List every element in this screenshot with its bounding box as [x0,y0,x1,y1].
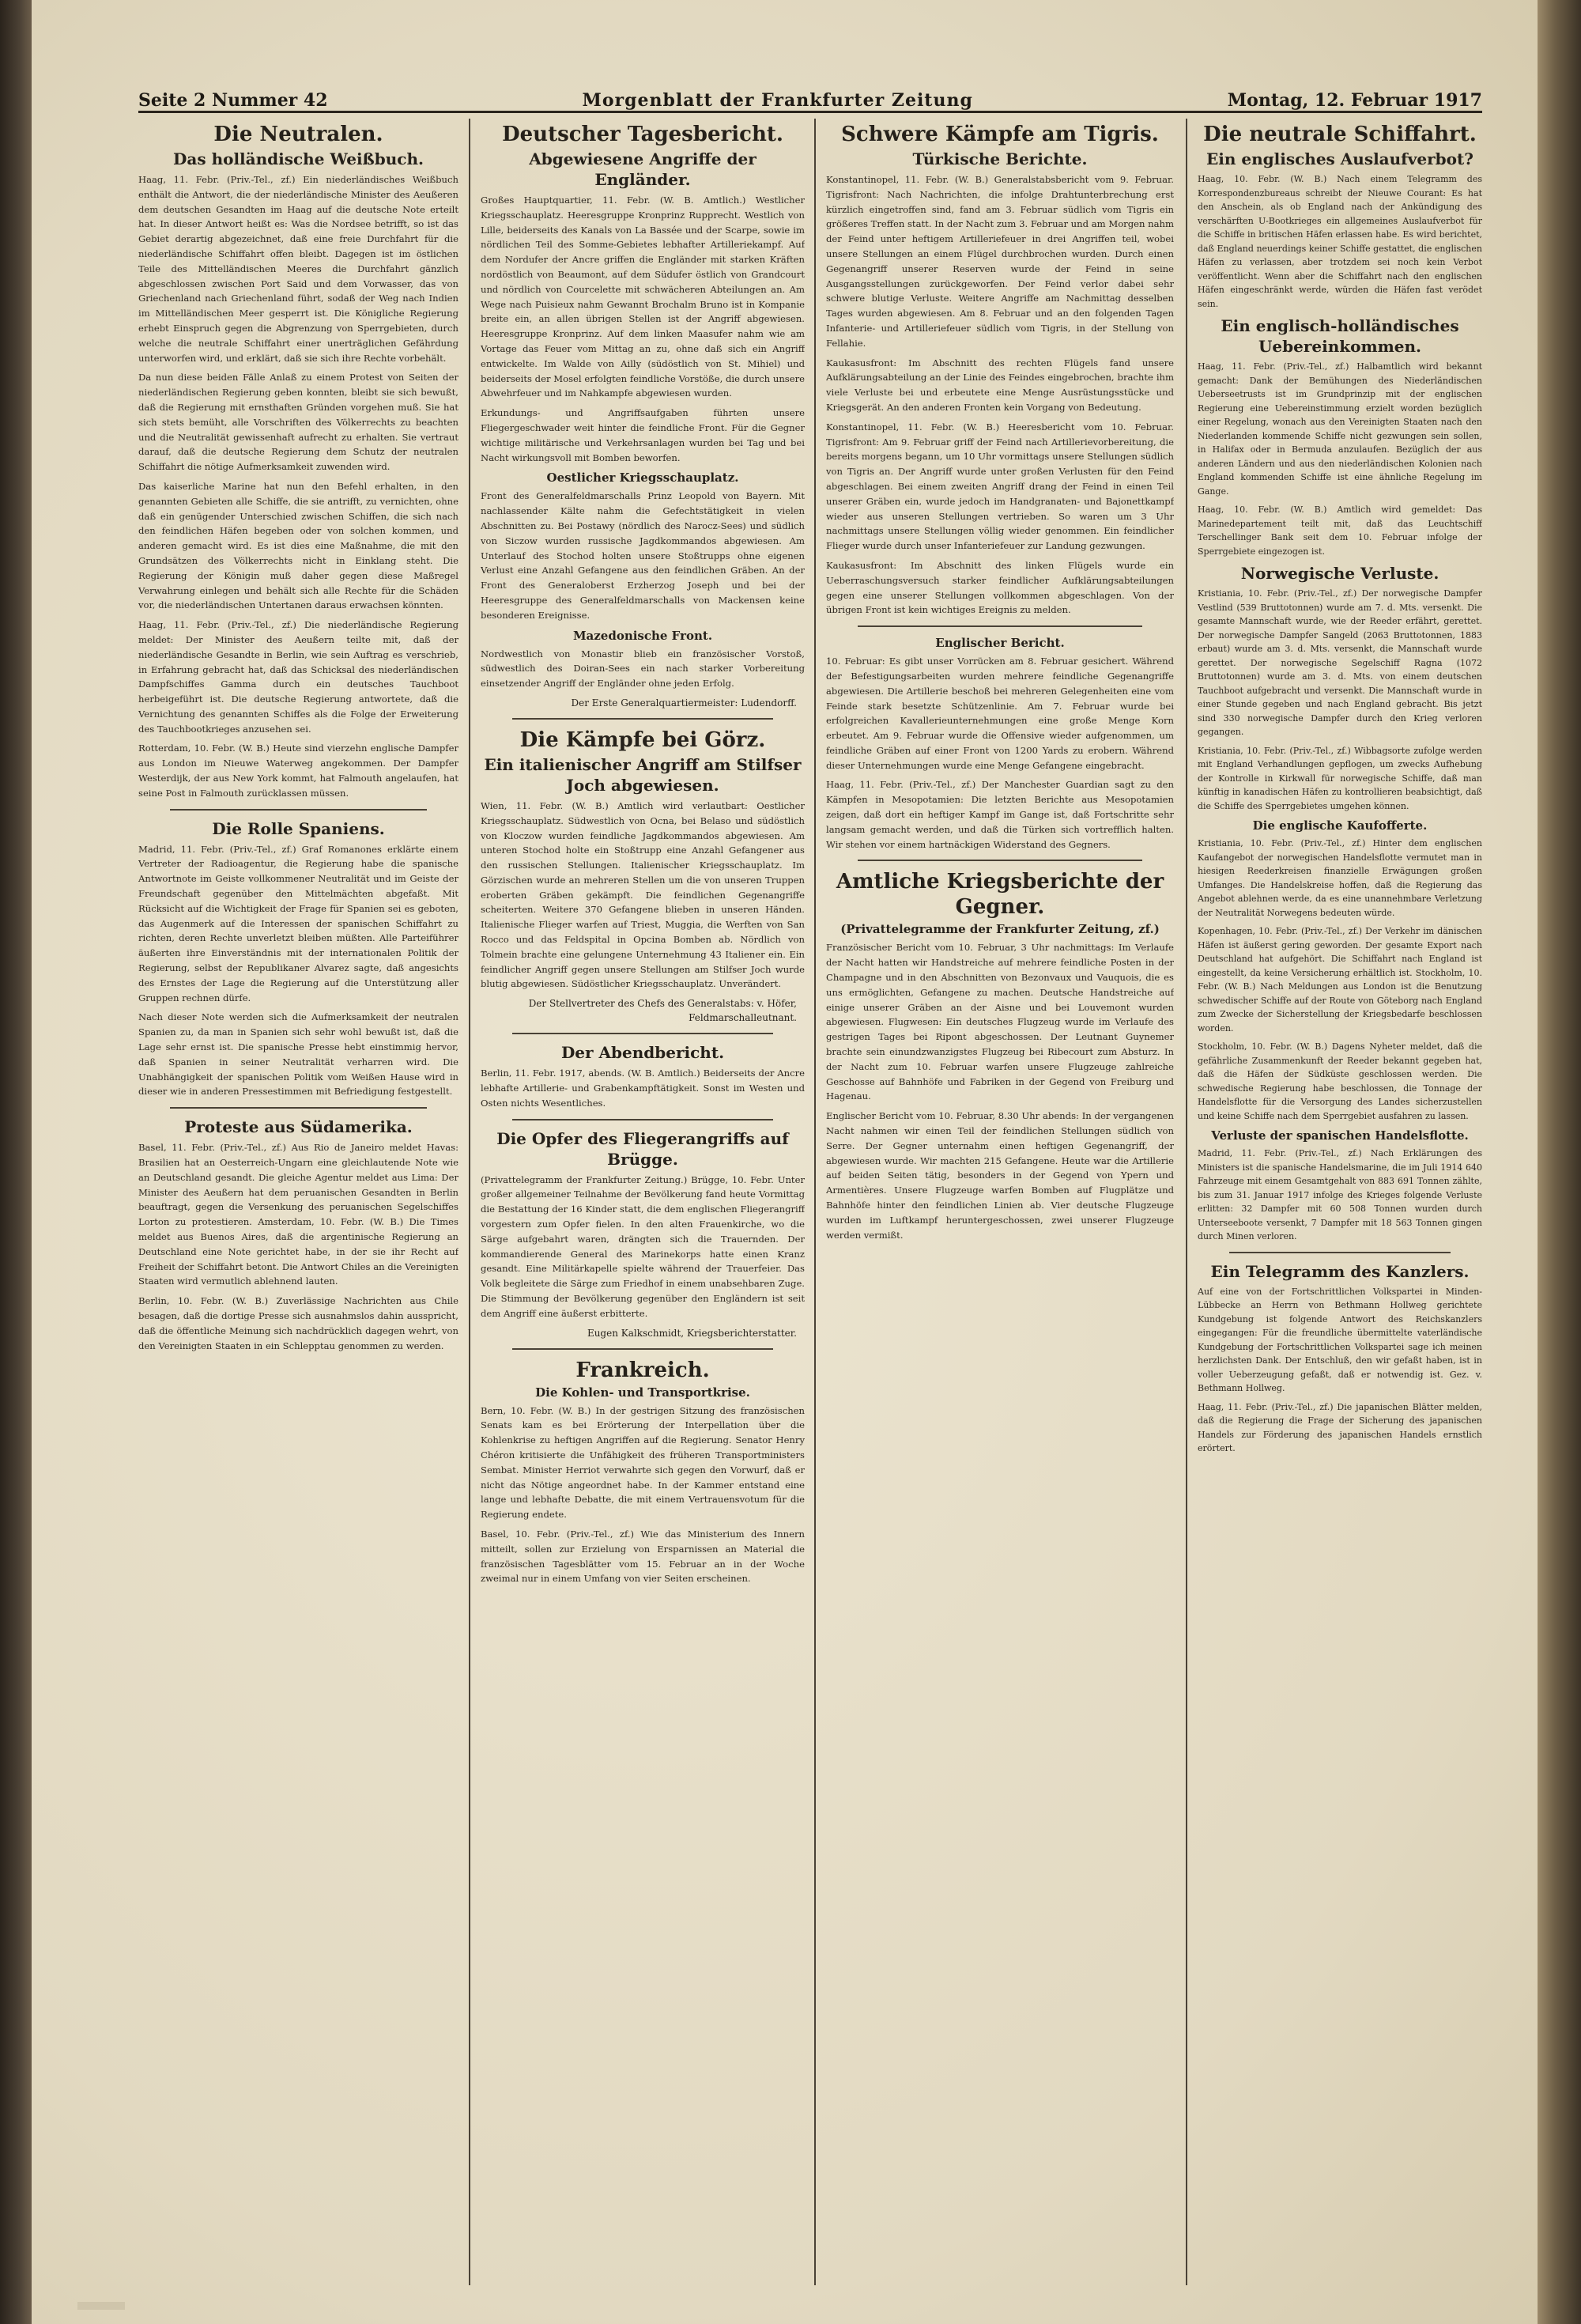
column-2 [481,119,805,2301]
page-number: Seite 2 Nummer 42 [138,90,328,111]
article-paragraph: Haag, 10. Febr. (W. B.) Amtlich wird gemeldet: Das Marinedepartement teilt mit, daß das Leuchtschiff Terschellinger Bank seit dem 10. Februar infolge der Sperrgebiete eingezogen ist. [1198,504,1482,557]
separator [170,1107,427,1109]
article-paragraph: Haag, 11. Febr. (Priv.-Tel., zf.) Die japanischen Blätter melden, daß die Regierung die Frage der Sicherung des japanischen Handels zur Förderung des japanischen Handels ernstlich erörtert. [1198,1401,1482,1453]
section-heading: Schwere Kämpfe am Tigris. [841,123,1159,146]
article-paragraph: Basel, 11. Febr. (Priv.-Tel., zf.) Aus Rio de Janeiro meldet Havas: Brasilien hat an Oesterreich-Ungarn eine gleichlautende Note wie an Deutschland gesandt. Die gleiche Agentur meldet aus Lima: Der Minister des Aeußern hat dem peruanischen Gesandten in Berlin beauftragt, gegen die Versenkung des peruanischen Segelschiffes Lorton zu protestieren. Amsterdam, 10. Febr. (W. B.) Die Times meldet aus Buenos Aires, daß die argentinische Regierung an Deutschland eine Note gerichtet habe, in der sie ihr Recht auf Freiheit der Schiffahrt betont. Die Antwort Chiles an die Vereinigten Staaten wird vermutlich ablehnend lauten. [138,1142,458,1287]
article-paragraph: (Privattelegramm der Frankfurter Zeitung.) Brügge, 10. Febr. Unter großer allgemeiner Teilnahme der Bevölkerung fand heute Vormittag die Bestattung der 16 Kinder statt, die dem englischen Fliegerangriff vorgestern zum Opfer fielen. In den alten Frauenkirche, wo die Särge aufgebahrt waren, drängten sich die Trauernden. Der kommandierende General des Marinekorps hatte einen Kranz gesandt. Eine Militärkapelle spielte während der Trauerfeier. Das Volk begleitete die Särge zum Friedhof in einem unabsehbaren Zuge. Die Stimmung der Bevölkerung gegenüber den Engländern ist seit dem Angriff eine äußerst erbitterte. [481,1173,805,1319]
article-headline: Die Opfer des Fliegerangriffs auf Brügge. [496,1128,789,1169]
article-paragraph: Wien, 11. Febr. (W. B.) Amtlich wird verlautbart: Oestlicher Kriegsschauplatz. Südwestlich von Ocna, bei Belaso und südöstlich von Kloczow wurden feindliche Jagdkommandos abgewiesen. Am unteren Stochod holte ein Stoßtrupp eine Anzahl Gefangener aus den russischen Stellungen. Italienischer Kriegsschauplatz. Im Görzischen wurde an mehreren Stellen um die von unseren Truppen eroberten Gräben gekämpft. Die feindlichen Gegenangriffe scheiterten. Weitere 370 Gefangene blieben in unseren Händen. Italienische Flieger warfen auf Triest, Muggia, die Werften von San Rocco und das Feldspital in Opcina Bomben ab. Nördlich von Tolmein brachte eine gelungene Unternehmung 43 Italiener ein. Ein feindlicher Angriff gegen unsere Stellungen am Stilfser Joch wurde blutig abgewiesen. Südöstlicher Kriegsschauplatz. Unverändert. [481,799,805,990]
subheading: Verluste der spanischen Handelsflotte. [1211,1128,1469,1143]
article-paragraph: Bern, 10. Febr. (W. B.) In der gestrigen Sitzung des französischen Senats kam es bei Erörterung der Interpellation über die Kohlenkrise zu heftigen Angriffen auf die Regierung. Senator Henry Chéron kritisierte die Unfähigkeit des früheren Transportministers Sembat. Minister Herriot verwahrte sich gegen den Vorwurf, daß er nicht das Nötige angeordnet habe. In der Kammer entstand eine lange und lebhafte Debatte, die mit einem Vertrauensvotum für die Regierung endete. [481,1404,805,1521]
section-heading: Die Neutralen. [213,123,383,146]
newspaper-title: Morgenblatt der Frankfurter Zeitung [582,90,973,111]
article-paragraph: Madrid, 11. Febr. (Priv.-Tel., zf.) Nach Erklärungen des Ministers ist die spanische Handelsmarine, die im Juli 1914 640 Fahrzeuge mit einem Gesamtgehalt von 883 691 Tonnen zählte, bis zum 31. Januar 1917 infolge des Krieges folgende Verluste erlitten: 32 Dampfer mit 60 508 Tonnen wurden durch Unterseeboote versenkt, 7 Dampfer mit 18 563 Tonnen gingen durch Minen verloren. [1198,1148,1482,1241]
subheading: Die englische Kaufofferte. [1252,818,1428,833]
left-binding [0,0,32,2324]
article-paragraph: Kristiania, 10. Febr. (Priv.-Tel., zf.) Der norwegische Dampfer Vestlind (539 Bruttotonnen) wurde am 7. d. Mts. versenkt. Die gesamte Mannschaft wurde, wie der Reeder erfährt, gerettet. Der norwegische Dampfer Sangeld (2063 Bruttotonnen, 1883 erbaut) wurde am 3. d. Mts. versenkt, die Mannschaft wurde gerettet. Der norwegische Segelschiff Ragna (1072 Bruttotonnen) wurde am 3. d. Mts. von einem deutschen Tauchboot aufgebracht und versenkt. Die Mannschaft wurde in einer Stunde gegeben und nach England gebracht. Bis jetzt sind 330 norwegische Dampfer durch den Krieg verloren gegangen. [1198,588,1482,737]
article-headline: Amtliche Kriegsberichte der Gegner. [836,870,1164,920]
signature: Eugen Kalkschmidt, Kriegsberichterstatter. [587,1327,797,1339]
article-paragraph: Front des Generalfeldmarschalls Prinz Leopold von Bayern. Mit nachlassender Kälte nahm die Gefechtstätigkeit in vielen Abschnitten zu. Bei Postawy (nördlich des Narocz-Sees) und südlich von Siczow wurden russische Jagdkommandos abgewiesen. Am Unterlauf des Stochod holten unsere Stoßtrupps ohne eigenen Verlust eine Anzahl Gefangene aus den feindlichen Gräben. An der Front des Generaloberst Erzherzog Joseph und bei der Heeresgruppe des Generalfeldmarschalls von Mackensen keine besonderen Ereignisse. [481,490,805,621]
separator [512,1033,773,1034]
article-headline: Ein englisch-holländisches Uebereinkommen. [1221,316,1459,356]
subheading: Englischer Bericht. [935,636,1065,651]
article-paragraph: Das kaiserliche Marine hat nun den Befehl erhalten, in den genannten Gebieten alle Schiffe, die sie antrifft, zu vernichten, ohne daß ein genügender Unterschied zwischen Schiffen, die sich nach den feindlichen Häfen begeben oder von solchen kommen, und anderen gemacht wird. Es ist dies eine Maßnahme, die mit den Grundsätzen des Völkerrechts nicht in Einklang steht. Die Regierung der Königin muß daher gegen diese Maßregel Verwahrung einlegen und behält sich alle Rechte für die Schäden vor, die niederländischen Untertanen daraus erwachsen könnten. [138,480,458,611]
article-paragraph: Auf eine von der Fortschrittlichen Volkspartei in Minden-Lübbecke an Herrn von Bethmann Hollweg gerichtete Kundgebung ist folgende Antwort des Reichskanzlers eingegangen: Für die freundliche übermittelte vaterländische Kundgebung der Fortschrittlichen Volkspartei sage ich meinen herzlichsten Dank. Der Entschluß, den wir gefaßt haben, ist in voller Ueberzeugung gefaßt, daß er notwendig ist. Gez. v. Bethmann Hollweg. [1198,1286,1482,1393]
article-paragraph: Erkundungs- und Angriffsaufgaben führten unsere Fliegergeschwader weit hinter die feindliche Front. Für die Gegner wichtige militärische und Verkehrsanlagen wurden bei Tag und bei Nacht wirkungsvoll mit Bomben beworfen. [481,407,805,463]
article-paragraph: Konstantinopel, 11. Febr. (W. B.) Generalstabsbericht vom 9. Februar. Tigrisfront: Nach Nachrichten, die infolge Drahtunterbrechung erst kürzlich eingetroffen sind, fand am 3. Februar südlich vom Tigris ein größeres Treffen statt. In der Nacht zum 3. Februar und am Morgen nahm der Feind unter heftigem Artilleriefeuer in drei Angriffen teil, wobei unsere Stellungen an einem Flügel durchbrochen wurden. Durch einen Gegenangriff unserer Reserven wurde der Feind in seine Ausgangsstellungen zurückgeworfen. Der Feind verlor dabei sehr schwere blutige Verluste. Weitere Angriffe am Nachmittag desselben Tages wurden abgewiesen. Am 8. Februar und an den folgenden Tagen Infanterie- und Artilleriefeuer südlich vom Tigris, in der Stellung von Fellahie. [826,174,1174,349]
article-paragraph: Kaukasusfront: Im Abschnitt des linken Flügels wurde ein Ueberraschungsversuch starker feindlicher Aufklärungsabteilungen gegen eine unserer Stellungen vollkommen abgeschlagen. Von der übrigen Front ist kein wichtiges Ereignis zu melden. [826,559,1174,616]
article-paragraph: Haag, 11. Febr. (Priv.-Tel., zf.) Ein niederländisches Weißbuch enthält die Antwort, die der niederländische Minister des Aeußeren dem deutschen Gesandten im Haag auf die deutsche Note erteilt hat. In dieser Antwort heißt es: Was die Nordsee betrifft, so ist das Gebiet derartig abgezeichnet, daß eine freie Durchfahrt für die niederländische Schiffahrt offen bleibt. Dagegen ist im östlichen Teile des Mittelländischen Meeres die Durchfahrt gänzlich abgeschlossen zwischen Port Said und dem Vorwasser, das von Griechenland nach Griechenland führt, sodaß der Weg nach Indien im Mittelländischen Meer gesperrt ist. Die Königliche Regierung erhebt Einspruch gegen die Abgrenzung von Sperrgebieten, durch welche die neutrale Schiffahrt einer unerträglichen Gefährdung unterworfen wird, und erklärt, daß sie sich ihre Rechte vorbehält. [138,174,458,364]
masthead [138,85,1482,113]
column-rule-2 [814,119,816,2285]
column-rule-3 [1186,119,1187,2285]
column-rule-1 [469,119,470,2285]
separator [170,809,427,811]
article-headline: Frankreich. [575,1358,710,1382]
article-paragraph: Rotterdam, 10. Febr. (W. B.) Heute sind vierzehn englische Dampfer aus London im Nieuwe Waterweg angekommen. Der Dampfer Westerdijk, der aus New York kommt, hat Falmouth angelaufen, hat seine Post in Falmouth zurücklassen müssen. [138,743,458,799]
signature: Der Stellvertreter des Chefs des Generalstabs: v. Höfer, Feldmarschalleutnant. [528,998,797,1024]
article-paragraph: Haag, 11. Febr. (Priv.-Tel., zf.) Halbamtlich wird bekannt gemacht: Dank der Bemühungen des Niederländischen Ueberseetrusts ist im Grundprinzip mit der englischen Regierung eine Uebereinstimmung erzielt worden bezüglich einer Regelung, wonach aus den Vereinigten Staaten nach den Niederlanden kommende Schiffe nicht gezwungen sein sollen, in Halifax oder in Bermuda anzulaufen. Bezüglich der aus anderen Ländern und aus den niederländischen Kolonien nach England kommenden Schiffe ist eine ähnliche Regelung im Gange. [1198,361,1482,497]
article-headline: Abgewiesene Angriffe der Engländer. [529,149,757,189]
article-paragraph: Da nun diese beiden Fälle Anlaß zu einem Protest von Seiten der niederländischen Regierung geben konnten, bleibt sie sich bewußt, daß die Regierung mit ernsthaften Gründen vorgehen muß. Sie hat sich stets bemüht, alle Vorschriften des Völkerrechts zu beachten und die Neutralität gewissenhaft aufrecht zu erhalten. Sie vertraut darauf, daß die deutsche Regierung dem Schutz der neutralen Schiffahrt die nötige Aufmerksamkeit zuwenden wird. [138,372,458,473]
separator [1229,1252,1451,1253]
article-headline: Ein Telegramm des Kanzlers. [1210,1261,1470,1281]
article-paragraph: Konstantinopel, 11. Febr. (W. B.) Heeresbericht vom 10. Februar. Tigrisfront: Am 9. Februar griff der Feind nach Artillerievorbereitung, die bereits morgens begann, um 10 Uhr vormittags unsere Stellungen südlich von Tigris an. Der Angriff wurde unter großen Verlusten für den Feind abgeschlagen. Bei einem zweiten Angriff drang der Feind in einen Teil unserer Gräben ein, wurde jedoch im Handgranaten- und Bajonettkampf wieder aus unseren Stellungen vertrieben. So waren um 3 Uhr nachmittags unsere Stellungen völlig wieder genommen. Ein feindlicher Flieger wurde durch unser Infanteriefeuer zur Landung gezwungen. [826,421,1174,552]
article-headline: Norwegische Verluste. [1240,564,1440,583]
article-headline: Ein englisches Auslaufverbot? [1206,149,1473,168]
issue-date: Montag, 12. Februar 1917 [1227,90,1482,111]
article-paragraph: Berlin, 11. Febr. 1917, abends. (W. B. Amtlich.) Beiderseits der Ancre lebhafte Artillerie- und Grabenkampftätigkeit. Sonst im Westen und Osten nichts Wesentliches. [481,1068,805,1109]
article-paragraph: 10. Februar: Es gibt unser Vorrücken am 8. Februar gesichert. Während der Befestigungsarbeiten wurden mehrere feindliche Gegenangriffe abgewiesen. Die Artillerie beschoß bei mehreren Gelegenheiten eine vom Feinde stark besetzte Schützenlinie. Am 7. Februar wurde bei erfolgreichen Kavallerieunternehmungen eine große Menge Korn erbeutet. Am 9. Februar wurde die Offensive wieder aufgenommen, um feindliche Gräben auf einer Front von 1200 Yards zu erobern. Während dieser Unternehmungen wurde eine Menge Gefangene eingebracht. [826,656,1174,771]
subheading: Mazedonische Front. [572,628,713,643]
subheading: (Privattelegramme der Frankfurter Zeitung, zf.) [840,922,1160,937]
section-heading: Die neutrale Schiffahrt. [1203,123,1477,146]
article-paragraph: Nach dieser Note werden sich die Aufmerksamkeit der neutralen Spanien zu, da man in Spanien sich sehr wohl bewußt ist, daß die Lage sehr ernst ist. Die spanische Presse hebt einstimmig hervor, daß Spanien in seiner Neutralität verharren wird. Die Unabhängigkeit der spanischen Politik vom Weißen Hause wird in dieser wie in anderen Pressestimmen mit Befriedigung festgestellt. [138,1011,458,1098]
article-headline: Der Abendbericht. [560,1043,725,1063]
article-headline: Das holländische Weißbuch. [173,149,424,168]
article-headline: Die Kämpfe bei Görz. [519,727,766,752]
column-1 [138,119,458,2301]
article-headline: Proteste aus Südamerika. [184,1117,413,1137]
separator [858,625,1142,627]
article-headline: Die Rolle Spaniens. [212,818,385,838]
article-subheadline: Ein italienischer Angriff am Stilfser Joch abgewiesen. [484,754,802,795]
column-3 [826,119,1174,2301]
article-paragraph: Kopenhagen, 10. Febr. (Priv.-Tel., zf.) Der Verkehr im dänischen Häfen ist äußerst gering geworden. Der gesamte Export nach Deutschland hat aufgehört. Die Schiffahrt nach England ist eingestellt, da keine Versicherung erhältlich ist. Stockholm, 10. Febr. (W. B.) Nach Meldungen aus London ist die Benutzung schwedischer Schiffe auf der Route von Göteborg nach England zum Zwecke der Sicherstellung der Kriegsbedarfe beschlossen worden. [1198,926,1482,1034]
article-paragraph: Haag, 11. Febr. (Priv.-Tel., zf.) Die niederländische Regierung meldet: Der Minister des Aeußern teilte mit, daß der niederländische Gesandte in Berlin, wie sein Auftrag es verschrieb, in Erfahrung gebracht hat, daß das Schicksal des niederländischen Dampfschiffes Gamma durch ein deutsches Tauchboot herbeigeführt ist. Die deutsche Regierung antwortete, daß die Vernichtung des genannten Schiffes als die Folge der Erweiterung des Tauchbootkrieges anzusehen sei. [138,619,458,735]
separator [858,860,1142,861]
article-paragraph: Kristiania, 10. Febr. (Priv.-Tel., zf.) Wibbagsorte zufolge werden mit England Verhandlungen gepflogen, um zwecks Aufhebung der Kontrolle in Kirkwall für norwegische Schiffe, daß man künftig in kanadischen Häfen zu kontrollieren beabsichtigt, daß die Schiffe des Sperrgebietes umgehen können. [1198,745,1482,811]
separator [512,1348,773,1350]
article-paragraph: Englischer Bericht vom 10. Februar, 8.30 Uhr abends: In der vergangenen Nacht nahmen wir einen Teil der feindlichen Stellungen südlich von Serre. Der Gegner unternahm einen heftigen Gegenangriff, der abgewiesen wurde. Wir machten 215 Gefangene. Heute war die Artillerie auf beiden Seiten tätig, besonders in der Gegend von Ypern und Armentières. Unsere Flugzeuge warfen Bomben auf Flugplätze und Bahnhöfe hinter den feindlichen Linien ab. Vier deutsche Flugzeuge wurden im Luftkampf heruntergeschossen, zwei unserer Flugzeuge werden vermißt. [826,1110,1174,1241]
separator [512,718,773,720]
article-paragraph: Berlin, 10. Febr. (W. B.) Zuverlässige Nachrichten aus Chile besagen, daß die dortige Presse sich ausnahmslos dahin ausspricht, daß die öffentliche Meinung sich nachdrücklich dagegen wehrt, von den Vereinigten Staaten in ein Schlepptau genommen zu werden. [138,1295,458,1351]
article-paragraph: Madrid, 11. Febr. (Priv.-Tel., zf.) Graf Romanones erklärte einem Vertreter der Radioagentur, die Regierung habe die spanische Antwortnote im Geiste vollkommener Neutralität und im Geiste der Freundschaft gegenüber den Mittelmächten abgefaßt. Mit Rücksicht auf die Wichtigkeit der Frage für Spanien sei es geboten, das Augenmerk auf die Interessen der spanischen Schiffahrt zu richten, deren Rechte unverletzt bleiben müßten. Alle Parteiführer äußerten ihre Einverständnis mit der internationalen Politik der Regierung, selbst der Republikaner Alvarez sagte, daß angesichts des Ernstes der Lage die Regierung auf die Unterstützung aller Gruppen rechnen dürfe. [138,843,458,1003]
right-binding [1538,0,1581,2324]
article-paragraph: Haag, 10. Febr. (W. B.) Nach einem Telegramm des Korrespondenzbureaus schreibt der Nieuwe Courant: Es hat den Anschein, als ob England nach der Ankündigung des verschärften U-Bootkrieges ein allgemeines Auslaufverbot für die Schiffe in britischen Häfen erlassen habe. Es wird berichtet, daß England neuerdings keiner Schiffe gestattet, die englischen Häfen zu verlassen, aber trotzdem sei noch kein Verbot veröffentlicht. Wenn aber die Schiffahrt nach den englischen Häfen eingeschränkt werde, würden die Häfen fast verödet sein. [1198,174,1482,309]
article-paragraph: Kaukasusfront: Im Abschnitt des rechten Flügels fand unsere Aufklärungsabteilung an der Linie des Feindes eingebrochen, brachte ihm viele Verluste bei und erbeutete eine Menge Ausrüstungsstücke und Kriegsgerät. An den anderen Fronten kein Vorgang von Bedeutung. [826,357,1174,413]
article-paragraph: Französischer Bericht vom 10. Februar, 3 Uhr nachmittags: Im Verlaufe der Nacht hatten wir Handstreiche auf mehrere feindliche Posten in der Champagne und in den Abschnitten von Bezonvaux und Vauquois, die es uns ermöglichten, Gefangene zu machen. Deutsche Handstreiche auf einige unserer Gräben an der Aisne und bei Louvemont wurden abgewiesen. Flugwesen: Ein deutsches Flugzeug wurde im Verlaufe des gestrigen Tages bei Ripont abgeschossen. Der Leutnant Guynemer brachte sein einundzwanzigstes Flugzeug bei Ribecourt zum Absturz. In der Nacht zum 10. Februar warfen unsere Flugzeuge zahlreiche Geschosse auf Bahnhöfe und Fabriken in der Gegend von Freiburg und Hagenau. [826,942,1174,1102]
signature: Der Erste Generalquartiermeister: Ludendorff. [571,697,797,709]
article-paragraph: Basel, 10. Febr. (Priv.-Tel., zf.) Wie das Ministerium des Innern mitteilt, sollen zur Erzielung von Ersparnissen an Material die französischen Tagesblätter vom 15. Februar an in der Woche zweimal nur in einem Umfang von vier Seiten erscheinen. [481,1529,805,1585]
article-paragraph: Nordwestlich von Monastir blieb ein französischer Vorstoß, südwestlich des Doiran-Sees ein nach starker Vorbereitung einsetzender Angriff der Engländer ohne jeden Erfolg. [481,648,805,690]
subheading: Oestlicher Kriegsschauplatz. [546,470,739,486]
page-corner-mark [77,2302,125,2310]
subheading: Die Kohlen- und Transportkrise. [535,1385,750,1400]
column-4 [1198,119,1482,2301]
article-paragraph: Stockholm, 10. Febr. (W. B.) Dagens Nyheter meldet, daß die gefährliche Zusammenkunft der Reeder bekannt gegeben hat, daß die Häfen der Südküste geschlossen werden. Die schwedische Regierung habe beschlossen, die Tonnage der Handelsflotte für die Versorgung des Landes sicherzustellen und keine Schiffe nach dem Sperrgebiet ausfahren zu lassen. [1198,1041,1482,1121]
section-heading: Deutscher Tagesbericht. [502,123,783,146]
article-paragraph: Haag, 11. Febr. (Priv.-Tel., zf.) Der Manchester Guardian sagt zu den Kämpfen in Mesopotamien: Die letzten Berichte aus Mesopotamien zeigen, daß dort ein heftiger Kampf im Gange ist, daß Fortschritte sehr langsam gemacht werden, und daß die Türken sich vortrefflich halten. Wir stehen vor einem hartnäckigen Widerstand des Gegners. [826,779,1174,850]
article-paragraph: Großes Hauptquartier, 11. Febr. (W. B. Amtlich.) Westlicher Kriegsschauplatz. Heeresgruppe Kronprinz Rupprecht. Westlich von Lille, beiderseits des Kanals von La Bassée und der Scarpe, sowie im nördlichen Teil des Somme-Gebietes lebhafter Artilleriekampf. Auf dem Nordufer der Ancre griffen die Engländer mit starken Kräften nordöstlich von Beaumont, auf dem Südufer östlich von Grandcourt und nördlich von Courcelette mit schwächeren Abteilungen an. Am Wege nach Puisieux nahm Gewannt Brochalm Bruno ist in Kompanie breite ein, an allen übrigen Stellen ist der Angriff abgewiesen. Heeresgruppe Kronprinz. Auf dem linken Maasufer nahm wie am Vortage das Feuer vom Mittag an zu, ohne daß sich ein Angriff entwickelte. Im Walde von Ailly (südöstlich von St. Mihiel) und beiderseits der Mosel erfolgten feindliche Vorstöße, die durch unsere Abwehrfeuer und im Nahkampfe abgewiesen wurden. [481,195,805,399]
article-paragraph: Kristiania, 10. Febr. (Priv.-Tel., zf.) Hinter dem englischen Kaufangebot der norwegischen Handelsflotte vermutet man in hiesigen Reederkreisen finanzielle Erwägungen großen Umfanges. Die Handelskreise hoffen, daß die Regierung das Angebot ablehnen werde, da es eine unannehmbare Verletzung der Neutralität Norwegens bedeuten würde. [1198,838,1482,918]
article-subheadline: Türkische Berichte. [912,149,1088,168]
separator [512,1119,773,1120]
